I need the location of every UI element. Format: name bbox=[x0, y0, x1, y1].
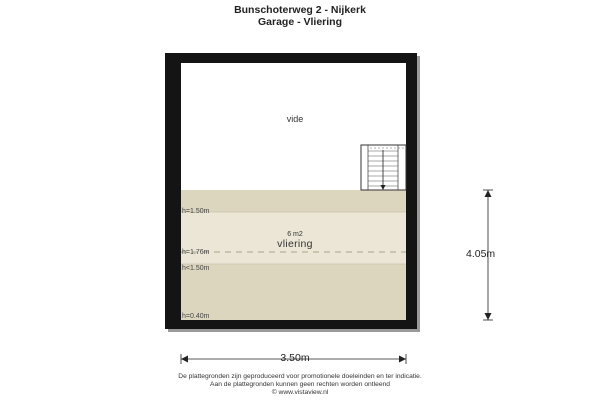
copyright-line: © www.vistaview.nl bbox=[271, 389, 329, 396]
width-arrow-right bbox=[399, 356, 406, 363]
floor-zone-upper bbox=[181, 190, 406, 212]
staircase bbox=[361, 145, 406, 190]
room-label-vliering: vliering bbox=[277, 238, 313, 250]
height-label-2: h=1.76m bbox=[182, 249, 210, 256]
disclaimer-line-1: De plattegronden zijn geproduceerd voor promotionele doeleinden en ter indicatie. bbox=[178, 373, 422, 380]
plan-title-address: Bunschoterweg 2 - Nijkerk bbox=[234, 4, 366, 16]
room-area-vliering: 6 m2 bbox=[287, 231, 303, 238]
width-arrow-left bbox=[181, 356, 188, 363]
plan-title-floor: Garage - Vliering bbox=[257, 16, 343, 28]
height-label-4: h=0.40m bbox=[182, 313, 210, 320]
height-label-3: h<1.50m bbox=[182, 265, 210, 272]
width-dimension-label: 3.50m bbox=[280, 352, 310, 364]
floor-zone-lower bbox=[181, 264, 406, 320]
room-label-vide: vide bbox=[286, 114, 304, 124]
disclaimer-line-2: Aan de plattegronden kunnen geen rechten worden ontleend bbox=[210, 381, 390, 388]
depth-arrow-top bbox=[485, 190, 492, 197]
depth-arrow-bottom bbox=[485, 313, 492, 320]
depth-dimension-label: 4.05m bbox=[466, 248, 496, 260]
height-label-1: h=1.50m bbox=[182, 208, 210, 215]
